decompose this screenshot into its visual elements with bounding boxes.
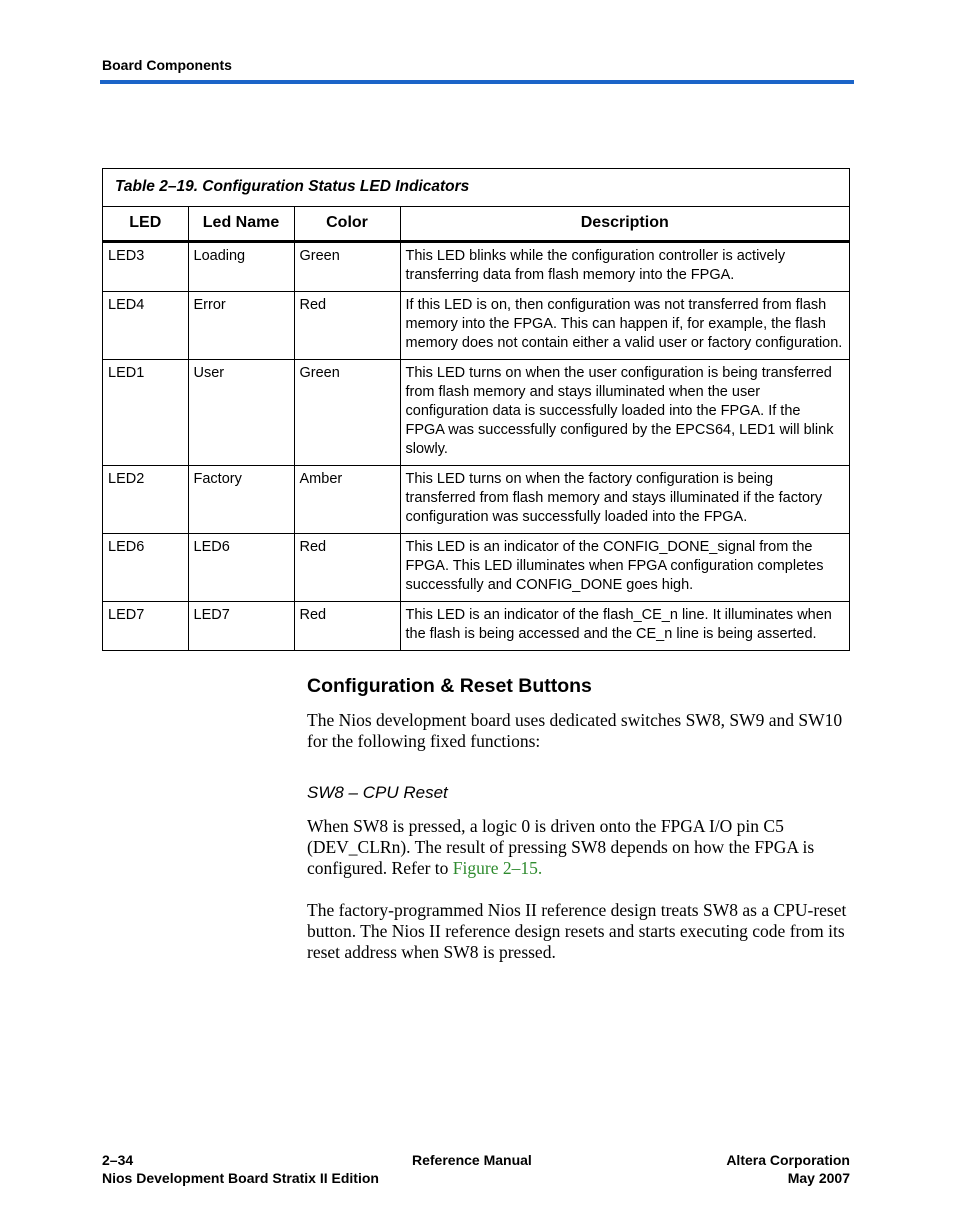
footer-doc-type: Reference Manual xyxy=(412,1152,532,1168)
cell-color: Amber xyxy=(294,465,400,533)
paragraph-reference-design: The factory-programmed Nios II reference design treats SW8 as a CPU-reset button. The Nios II reference design resets and starts executing code from its reset address when SW8 is pressed. xyxy=(307,900,847,962)
cell-led-name: Loading xyxy=(188,241,294,291)
cell-led-name: User xyxy=(188,359,294,465)
running-header: Board Components xyxy=(102,57,232,73)
paragraph-text: When SW8 is pressed, a logic 0 is driven onto the FPGA I/O pin C5 (DEV_CLRn). The result of pressing SW8 depends on how the FPGA is configured. Refer to xyxy=(307,816,815,878)
cell-description: This LED is an indicator of the CONFIG_DONE_signal from the FPGA. This LED illuminates when FPGA configuration completes successfully and CONFIG_DONE goes high. xyxy=(400,533,849,601)
cell-description: This LED blinks while the configuration controller is actively transferring data from flash memory into the FPGA. xyxy=(400,241,849,291)
page-number: 2–34 xyxy=(102,1152,134,1168)
cell-description: This LED turns on when the factory configuration is being transferred from flash memory and stays illuminated if the factory configuration was successfully loaded into the FPGA. xyxy=(400,465,849,533)
table-row xyxy=(103,241,849,291)
table-caption: Table 2–19. Configuration Status LED Indicators xyxy=(103,169,849,207)
column-header-color: Color xyxy=(294,207,400,241)
cell-color: Red xyxy=(294,291,400,359)
table-row xyxy=(103,533,849,601)
column-header-led-name: Led Name xyxy=(188,207,294,241)
table-row xyxy=(103,291,849,359)
publish-date: May 2007 xyxy=(787,1170,850,1186)
figure-link[interactable]: Figure 2–15. xyxy=(452,858,543,878)
footer-left xyxy=(102,1151,379,1187)
cell-description: This LED turns on when the user configuration is being transferred from flash memory and stays illuminated when the user configuration data is successfully loaded into the FPGA. If the FPGA was successfully configured by the EPCS64, LED1 will blink slowly. xyxy=(400,359,849,465)
cell-led: LED4 xyxy=(103,291,188,359)
cell-led-name: Error xyxy=(188,291,294,359)
table-row xyxy=(103,465,849,533)
cell-led-name: LED7 xyxy=(188,601,294,650)
footer-right xyxy=(650,1151,850,1187)
cell-led: LED3 xyxy=(103,241,188,291)
table-row xyxy=(103,601,849,650)
cell-description: If this LED is on, then configuration was not transferred from flash memory into the FPGA. This can happen if, for example, the flash memory does not contain either a valid user or factory configuration. xyxy=(400,291,849,359)
column-header-description: Description xyxy=(400,207,849,241)
section-title: Configuration & Reset Buttons xyxy=(307,675,592,697)
cell-led: LED6 xyxy=(103,533,188,601)
intro-paragraph: The Nios development board uses dedicated switches SW8, SW9 and SW10 for the following fixed functions: xyxy=(307,710,843,751)
cell-led: LED2 xyxy=(103,465,188,533)
cell-color: Green xyxy=(294,241,400,291)
cell-led-name: Factory xyxy=(188,465,294,533)
cell-led: LED7 xyxy=(103,601,188,650)
cell-color: Red xyxy=(294,601,400,650)
cell-led: LED1 xyxy=(103,359,188,465)
table-row xyxy=(103,359,849,465)
cell-description: This LED is an indicator of the flash_CE_n line. It illuminates when the flash is being accessed and the CE_n line is being asserted. xyxy=(405,606,832,642)
table-header-row xyxy=(103,207,849,241)
cell-color: Green xyxy=(294,359,400,465)
cell-led-name: LED6 xyxy=(188,533,294,601)
paragraph-sw8-behavior xyxy=(307,816,853,879)
column-header-led: LED xyxy=(103,207,188,241)
subsection-title: SW8 – CPU Reset xyxy=(307,783,448,802)
cell-color: Red xyxy=(294,533,400,601)
book-title: Nios Development Board Stratix II Edition xyxy=(102,1170,379,1186)
header-rule xyxy=(100,80,854,84)
company-name: Altera Corporation xyxy=(726,1152,850,1168)
led-indicators-table xyxy=(102,168,850,651)
